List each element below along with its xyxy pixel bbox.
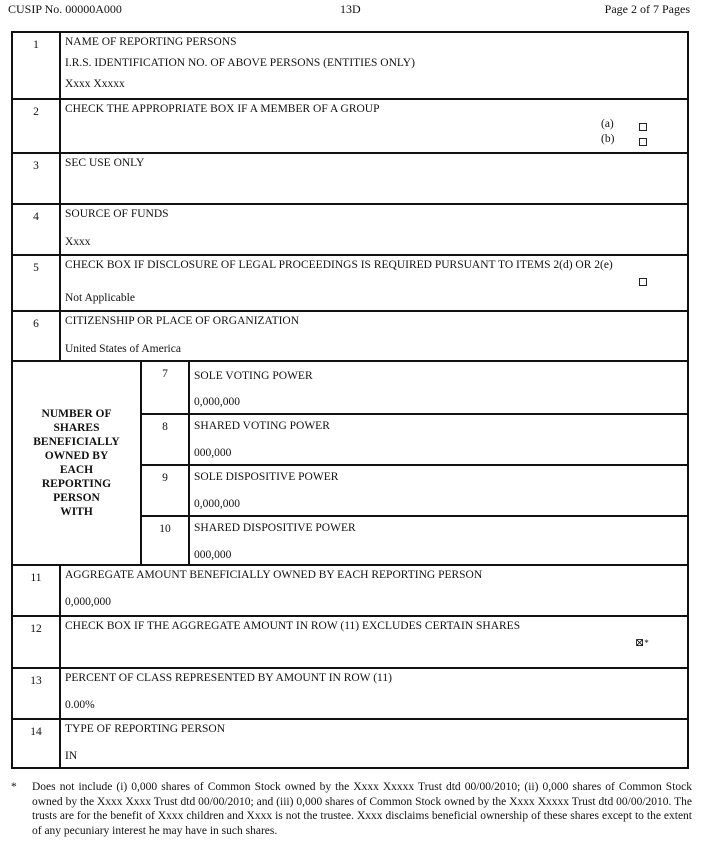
sole-voting-power-value: 0,000,000 — [194, 396, 240, 408]
row-number: 13 — [13, 669, 61, 718]
shares-label-line: WITH — [60, 506, 93, 518]
row-number: 9 — [142, 466, 190, 515]
row-number: 11 — [13, 566, 61, 615]
row-8-shared-voting-power — [142, 413, 687, 464]
reporting-person-type-value: IN — [65, 750, 78, 762]
row-4-source-of-funds — [13, 203, 687, 254]
row-subtitle: I.R.S. IDENTIFICATION NO. OF ABOVE PERSONS (ENTITIES ONLY) — [65, 57, 415, 69]
shares-label-line: EACH — [59, 464, 94, 476]
row-3-sec-use — [13, 152, 687, 203]
row-title: TYPE OF REPORTING PERSON — [65, 723, 226, 735]
row-title: SOLE VOTING POWER — [194, 370, 313, 382]
shares-beneficially-owned-block — [13, 360, 687, 564]
row-number: 7 — [142, 362, 190, 413]
row-title: CHECK THE APPROPRIATE BOX IF A MEMBER OF A GROUP — [65, 103, 380, 115]
row-number: 12 — [13, 617, 61, 667]
shares-label-line: SHARES — [53, 422, 100, 434]
row-title: SOLE DISPOSITIVE POWER — [194, 471, 339, 483]
row-title: CHECK BOX IF DISCLOSURE OF LEGAL PROCEEDINGS IS REQUIRED PURSUANT TO ITEMS 2(d) OR 2(e) — [65, 259, 613, 271]
sole-dispositive-power-value: 0,000,000 — [194, 498, 240, 510]
shares-label-line: REPORTING — [41, 478, 112, 490]
row-title: SHARED DISPOSITIVE POWER — [194, 522, 356, 534]
row-number: 1 — [13, 33, 61, 98]
cusip-number: CUSIP No. 00000A000 — [8, 2, 122, 16]
shares-label-line: BENEFICIALLY — [33, 436, 120, 448]
row-title: AGGREGATE AMOUNT BENEFICIALLY OWNED BY EACH REPORTING PERSON — [65, 569, 483, 581]
cover-page-table — [11, 31, 689, 769]
citizenship-value: United States of America — [65, 343, 181, 355]
percent-of-class-value: 0.00% — [65, 699, 95, 711]
page-number: Page 2 of 7 Pages — [604, 2, 690, 16]
row-11-aggregate-amount — [13, 564, 687, 615]
row-title: SEC USE ONLY — [65, 157, 145, 169]
row-number: 5 — [13, 256, 61, 310]
legal-proceedings-checkbox[interactable] — [639, 278, 647, 286]
footnote-asterisk: * — [644, 638, 649, 648]
shares-label-line: OWNED BY — [44, 450, 109, 462]
row-title: CITIZENSHIP OR PLACE OF ORGANIZATION — [65, 315, 300, 327]
row-5-legal-proceedings — [13, 254, 687, 310]
source-of-funds-value: Xxxx — [65, 236, 91, 248]
aggregate-amount-value: 0,000,000 — [65, 596, 111, 608]
group-checkbox-b[interactable] — [639, 138, 647, 146]
option-b-label: (b) — [601, 133, 615, 145]
group-checkbox-a[interactable] — [639, 123, 647, 131]
legal-proceedings-value: Not Applicable — [65, 292, 135, 304]
footnote-marker: * — [11, 781, 17, 793]
shared-dispositive-power-value: 000,000 — [194, 549, 232, 561]
row-1-reporting-person — [13, 33, 687, 98]
row-title: PERCENT OF CLASS REPRESENTED BY AMOUNT IN ROW (11) — [65, 672, 392, 684]
shares-beneficially-owned-label — [13, 362, 142, 564]
row-9-sole-dispositive-power — [142, 464, 687, 515]
row-number: 3 — [13, 154, 61, 203]
row-number: 4 — [13, 205, 61, 254]
option-a-label: (a) — [601, 118, 614, 130]
row-number: 6 — [13, 312, 61, 360]
row-title: NAME OF REPORTING PERSONS — [65, 36, 237, 48]
row-number: 2 — [13, 100, 61, 152]
row-title: SOURCE OF FUNDS — [65, 208, 169, 220]
shared-voting-power-value: 000,000 — [194, 447, 232, 459]
reporting-person-name: Xxxx Xxxxx — [65, 78, 125, 90]
row-2-group-member — [13, 98, 687, 152]
form-type: 13D — [340, 2, 361, 16]
shares-label-line: PERSON — [53, 492, 100, 504]
row-6-citizenship — [13, 310, 687, 360]
checked-box-icon: ⊠ — [635, 637, 645, 649]
row-number: 8 — [142, 415, 190, 464]
row-number: 10 — [142, 517, 190, 566]
footnote-text: Does not include (i) 0,000 shares of Common Stock owned by the Xxxx Xxxxx Trust dtd 00/00/2010; (ii) 0,000 shares of Common Stock owned by the Xxxx Xxxx Trust dtd 00/00/2010; and (iii) 0,000 shares of Common Stock owned by the Xxxx Xxxxx Trust dtd 00/00/2010. The trusts are for the benefit of Xxxx children and Xxxx is not the trustee. Xxxx disclaims beneficial ownership of these shares except to the extent of any pecuniary interest he may have in such shares. — [32, 781, 692, 837]
row-7-sole-voting-power — [142, 362, 687, 413]
row-number: 14 — [13, 720, 61, 769]
row-12-excludes-certain-shares — [13, 615, 687, 667]
shares-label-line: NUMBER OF — [41, 408, 112, 420]
excludes-shares-checkbox-checked[interactable] — [635, 638, 649, 649]
row-title: CHECK BOX IF THE AGGREGATE AMOUNT IN ROW (11) EXCLUDES CERTAIN SHARES — [65, 620, 521, 632]
row-10-shared-dispositive-power — [142, 515, 687, 566]
row-13-percent-of-class — [13, 667, 687, 718]
row-14-type-of-reporting-person — [13, 718, 687, 769]
row-title: SHARED VOTING POWER — [194, 420, 330, 432]
